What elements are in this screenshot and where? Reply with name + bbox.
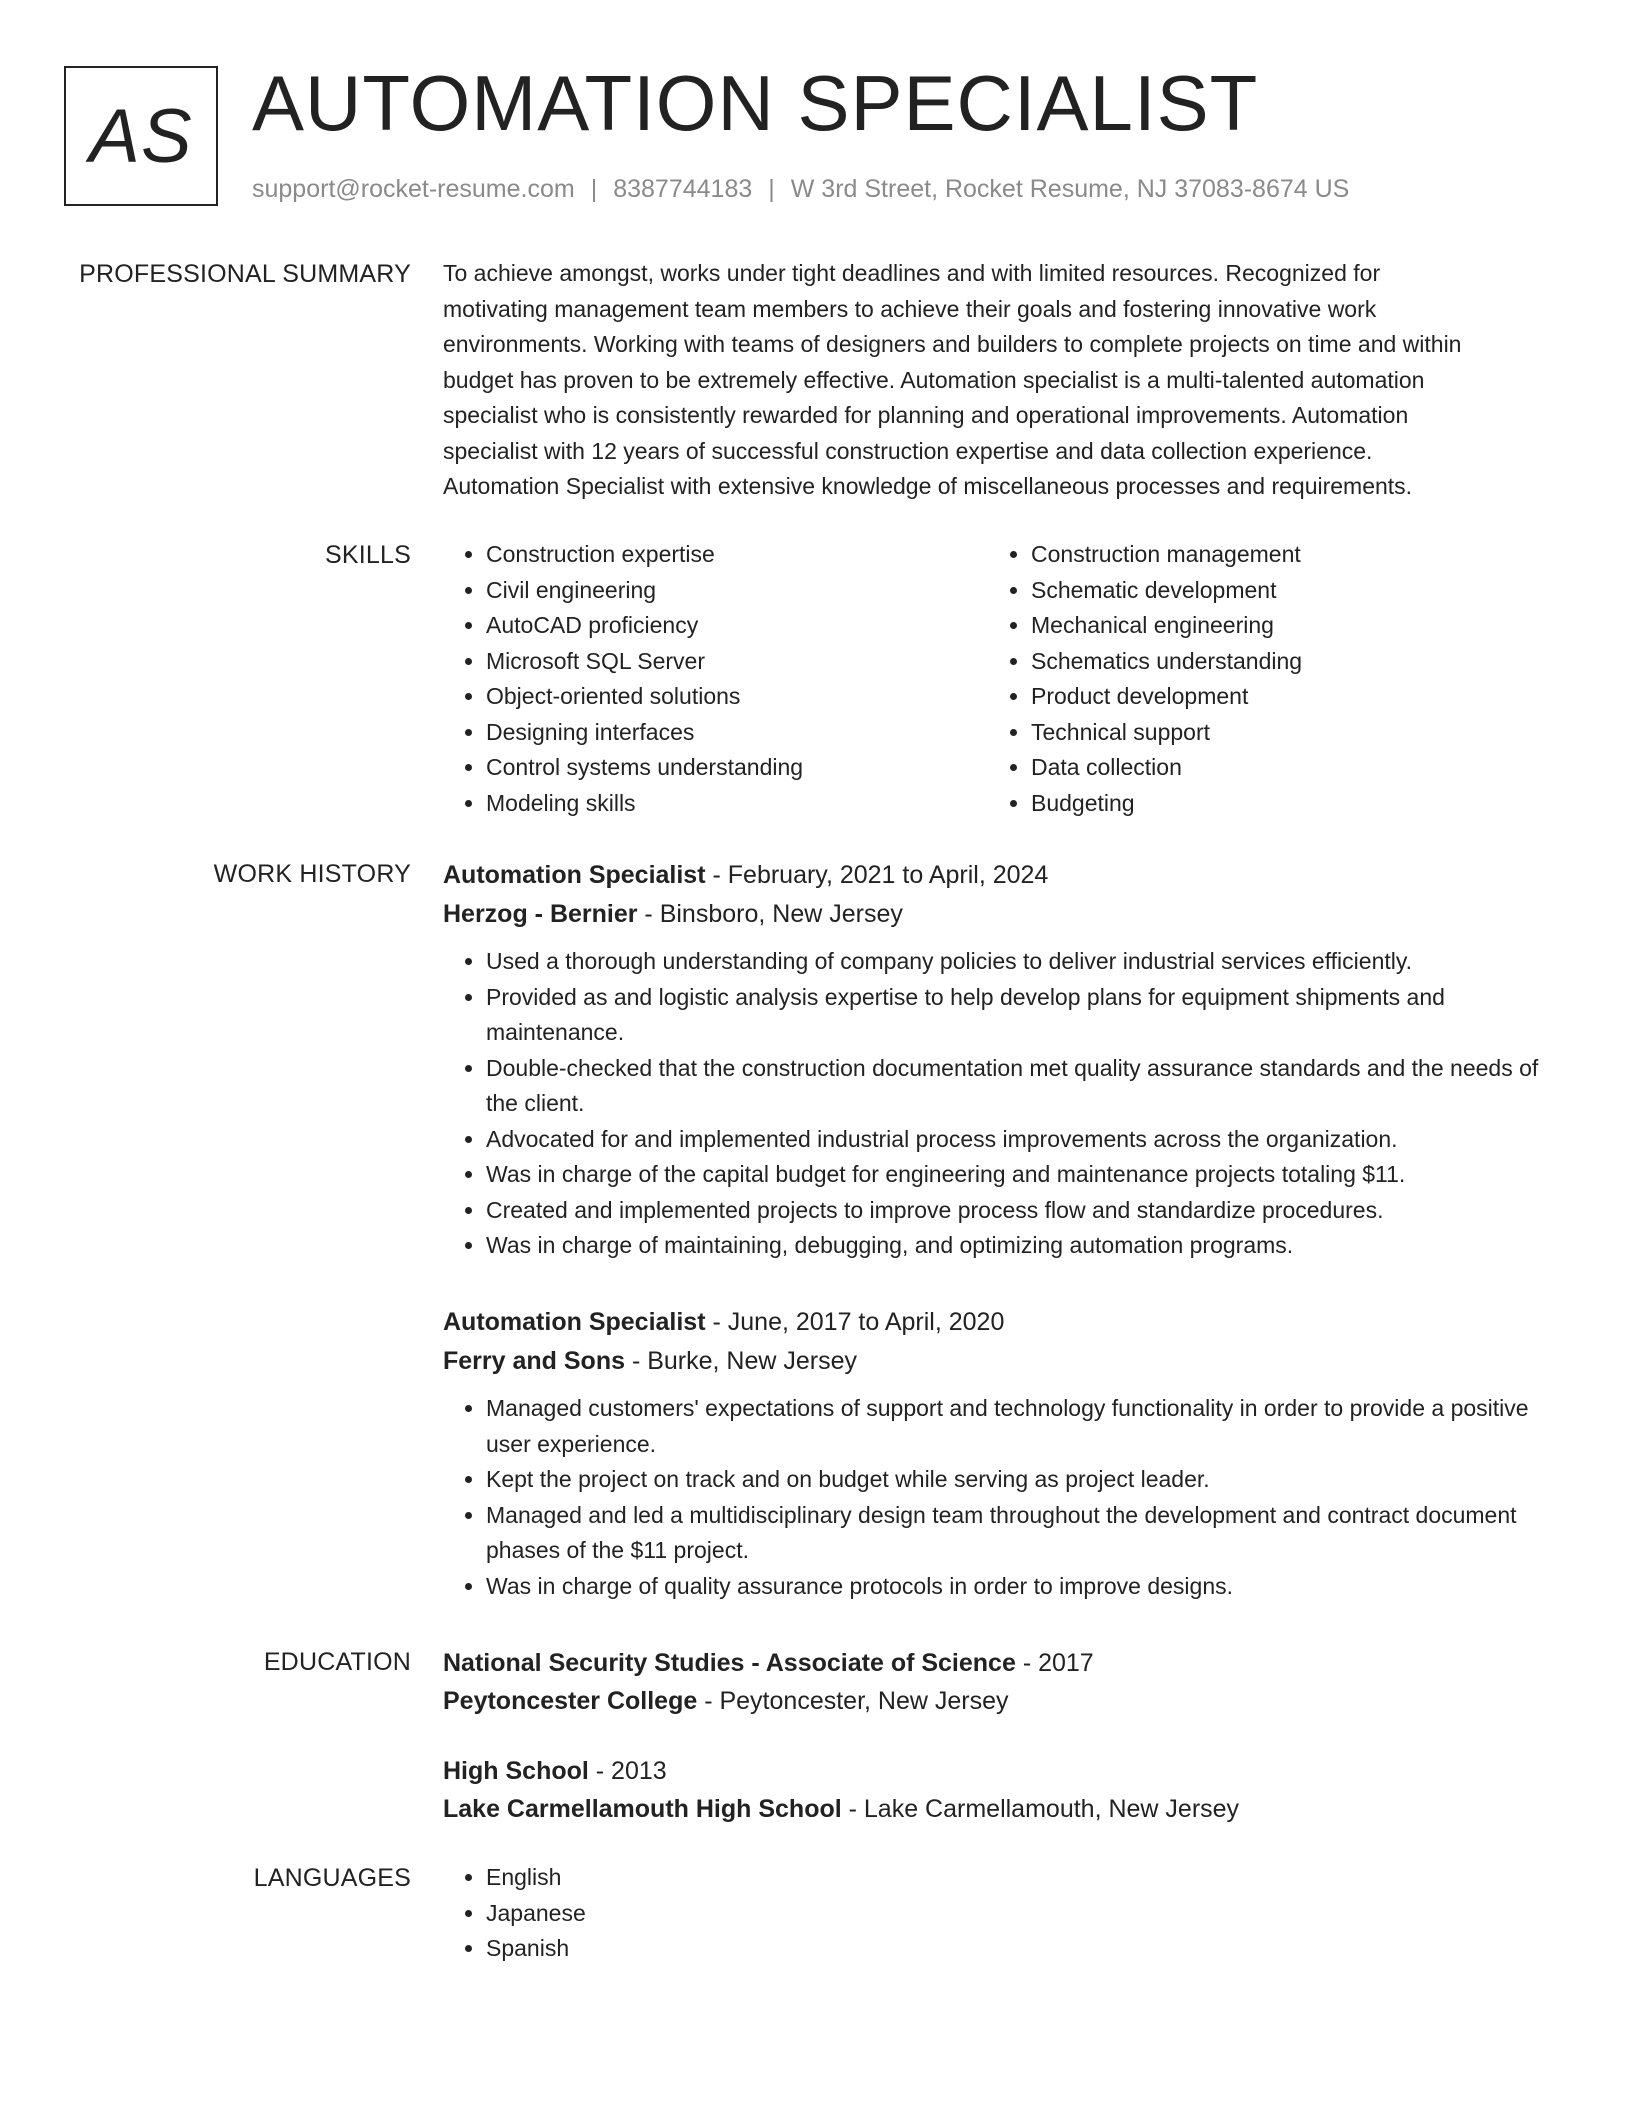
education-degree-line: [443, 1752, 1553, 1790]
education-location: - Lake Carmellamouth, New Jersey: [841, 1795, 1240, 1823]
skill-item: • Microsoft SQL Server: [486, 644, 988, 680]
education-entry: [443, 1644, 1553, 1720]
education-heading: EDUCATION: [263, 1648, 411, 1676]
languages-body: [443, 1860, 1553, 1967]
skill-item: • Data collection: [1031, 750, 1533, 786]
job-company: Herzog - Bernier: [443, 900, 638, 928]
skill-item: • Schematic development: [1031, 573, 1533, 609]
contact-email: support@rocket-resume.com: [252, 175, 575, 203]
education-location: - Peytoncester, New Jersey: [697, 1687, 1009, 1715]
skill-item: • Construction management: [1031, 537, 1533, 573]
education-school-line: [443, 1682, 1553, 1720]
contact-separator: |: [590, 175, 598, 203]
contact-phone: 8387744183: [613, 175, 753, 203]
job-duties-list: [443, 1391, 1553, 1604]
skill-item: • Modeling skills: [486, 786, 988, 822]
job-duty: • Was in charge of quality assurance protocols in order to improve designs.: [486, 1569, 1553, 1605]
job-duty: • Managed customers' expectations of support and technology functionality in order to provide a positive user experience.: [486, 1391, 1553, 1462]
education-degree: National Security Studies - Associate of Science: [443, 1649, 1016, 1677]
job-duty: • Managed and led a multidisciplinary design team throughout the development and contract document phases of the $11 project.: [486, 1498, 1553, 1569]
job-company-line: [443, 1342, 1553, 1381]
job-duty: • Provided as and logistic analysis expertise to help develop plans for equipment shipments and maintenance.: [486, 980, 1553, 1051]
skill-item: • Control systems understanding: [486, 750, 988, 786]
skills-list-right: [988, 537, 1533, 821]
education-entry: [443, 1752, 1553, 1828]
education-year: - 2013: [588, 1757, 667, 1785]
skills-columns: [443, 537, 1553, 821]
resume-name-title: AUTOMATION SPECIALIST: [252, 59, 1259, 147]
language-item: • English: [486, 1860, 1553, 1896]
summary-line: budget has proven to be extremely effective. Automation specialist is a multi-talented automation: [443, 366, 1425, 393]
language-item: • Spanish: [486, 1931, 1553, 1967]
education-school-line: [443, 1790, 1553, 1828]
education-school: Lake Carmellamouth High School: [443, 1795, 842, 1823]
language-item: • Japanese: [486, 1896, 1553, 1932]
languages-list: [443, 1860, 1553, 1967]
education-school: Peytoncester College: [443, 1687, 698, 1715]
job-dates: - June, 2017 to April, 2020: [705, 1308, 1005, 1336]
job-duties-list: [443, 944, 1553, 1264]
skill-item: • Mechanical engineering: [1031, 608, 1533, 644]
job-duty: • Created and implemented projects to improve process flow and standardize procedures.: [486, 1193, 1553, 1229]
skill-item: • Object-oriented solutions: [486, 679, 988, 715]
job-duty: • Used a thorough understanding of company policies to deliver industrial services efficiently.: [486, 944, 1553, 980]
job-location: - Binsboro, New Jersey: [637, 900, 903, 928]
summary-line: environments. Working with teams of designers and builders to complete projects on time and within: [443, 331, 1462, 357]
skill-item: • Technical support: [1031, 715, 1533, 751]
summary-line: specialist with 12 years of successful construction expertise and data collection experience.: [443, 437, 1373, 464]
job-company: Ferry and Sons: [443, 1347, 625, 1375]
skill-item: • Product development: [1031, 679, 1533, 715]
job-role: Automation Specialist: [443, 1308, 706, 1336]
job-duty: • Kept the project on track and on budget while serving as project leader.: [486, 1462, 1553, 1498]
monogram-logo: AS: [64, 66, 218, 206]
job-duty: • Was in charge of the capital budget for engineering and maintenance projects totaling $11.: [486, 1157, 1553, 1193]
skills-list-left: [443, 537, 988, 821]
summary-line: To achieve amongst, works under tight deadlines and with limited resources. Recognized for: [443, 260, 1381, 286]
education-degree: High School: [443, 1757, 589, 1785]
education-degree-line: [443, 1644, 1553, 1682]
job-duty: • Was in charge of maintaining, debugging, and optimizing automation programs.: [486, 1228, 1553, 1264]
contact-line: [252, 172, 1349, 206]
summary-line: Automation Specialist with extensive knowledge of miscellaneous processes and requirements.: [443, 473, 1413, 499]
skill-item: • AutoCAD proficiency: [486, 608, 988, 644]
job-title-line: [443, 1303, 1553, 1342]
job-title-line: [443, 856, 1553, 895]
job-location: - Burke, New Jersey: [625, 1347, 858, 1375]
skill-item: • Designing interfaces: [486, 715, 988, 751]
summary-heading: PROFESSIONAL SUMMARY: [79, 260, 411, 288]
job-duty: • Advocated for and implemented industrial process improvements across the organization.: [486, 1122, 1553, 1158]
contact-separator: |: [768, 175, 775, 203]
summary-text: [443, 256, 1553, 505]
job-duty: • Double-checked that the construction documentation met quality assurance standards and the needs of the client.: [486, 1051, 1553, 1122]
job-entry: [443, 856, 1553, 1264]
skills-heading: SKILLS: [325, 541, 411, 569]
skill-item: • Civil engineering: [486, 573, 988, 609]
job-company-line: [443, 895, 1553, 934]
skill-item: • Schematics understanding: [1031, 644, 1533, 680]
summary-line: motivating management team members to achieve their goals and fostering innovative work: [443, 295, 1377, 322]
summary-line: specialist who is consistently rewarded for planning and operational improvements. Automation: [443, 402, 1409, 428]
languages-heading: LANGUAGES: [253, 1864, 411, 1892]
skill-item: • Budgeting: [1031, 786, 1533, 822]
work-history-heading: WORK HISTORY: [213, 860, 411, 888]
education-year: - 2017: [1015, 1649, 1094, 1677]
job-entry: [443, 1303, 1553, 1604]
contact-address: W 3rd Street, Rocket Resume, NJ 37083-8674 US: [790, 175, 1350, 203]
job-role: Automation Specialist: [443, 861, 706, 889]
skill-item: • Construction expertise: [486, 537, 988, 573]
job-dates: - February, 2021 to April, 2024: [705, 861, 1049, 889]
